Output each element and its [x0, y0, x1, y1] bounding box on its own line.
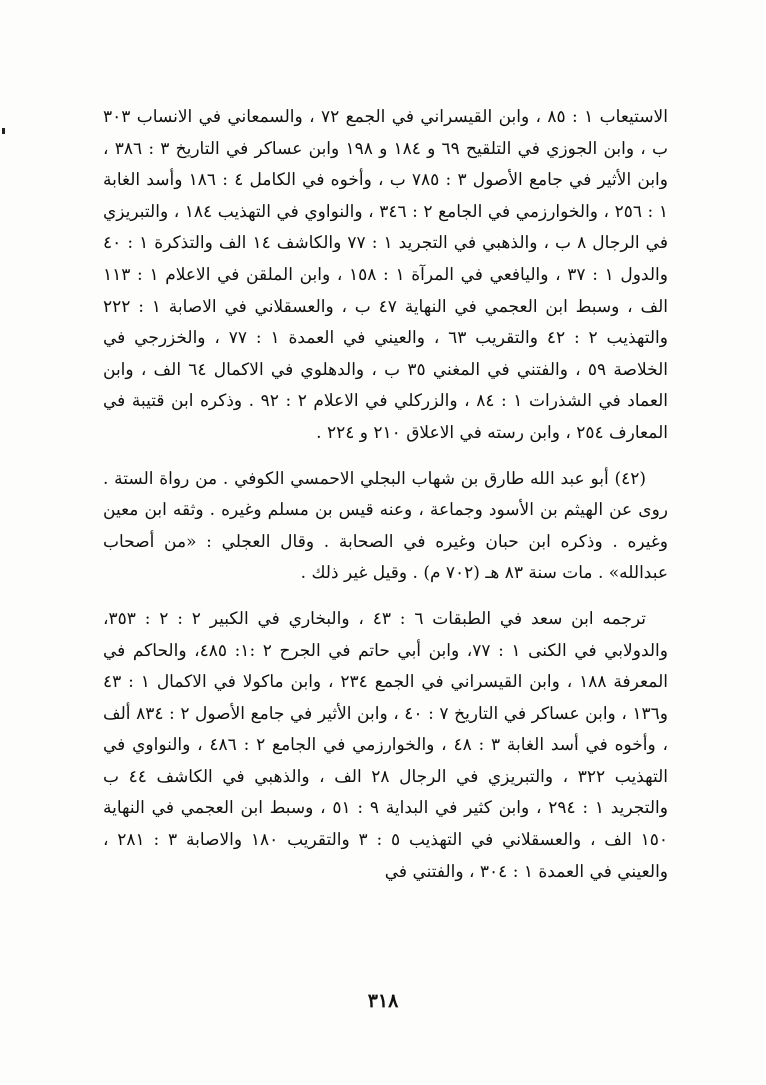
paragraph-sources: ترجمه ابن سعد في الطبقات ٦ : ٤٣ ، والبخاري في الكبير ٢ : ٢ : ٣٥٣، والدولابي في الكنى ١ : ٧٧، وابن أبي حاتم في الجرح ٢ :١: ٤٨٥، والحاكم في المعرفة ١٨٨ ، وابن القيسراني في الجمع ٢٣٤ ، وابن ماكولا في الاكمال ١ : ٤٣ و١٣٦ ، وابن عساكر في التاريخ ٧ : ٤٠ ، وابن الأثير في جامع الأصول ٢ : ٨٣٤ ألف ، وأخوه في أسد الغابة ٣ : ٤٨ ، والخوارزمي في الجامع ٢ : ٤٨٦ ، والنواوي في التهذيب ٣٢٢ ، والتبريزي في الرجال ٢٨ الف ، والذهبي في الكاشف ٤٤ ب والتجريد ١ : ٢٩٤ ، وابن كثير في البداية ٩ : ٥١ ، وسبط ابن العجمي في النهاية ١٥٠ الف ، والعسقلاني في التهذيب ٥ : ٣ والتقريب ١٨٠ والاصابة ٣ : ٢٨١ ، والعيني في العمدة ١ : ٣٠٤ ، والفتني في [103, 608, 669, 882]
paragraph-biography-entry: (٤٢) أبو عبد الله طارق بن شهاب البجلي الاحمسي الكوفي . من رواة الستة . روى عن الهيثم بن الأسود وجماعة ، وعنه قيس بن مسلم وغيره . وثقه ابن معين وغيره . وذكره ابن حبان وغيره في الصحابة . وقال العجلي : «من أصحاب عبدالله» . مات سنة ٨٣ هـ (٧٠٢ م) . وقيل غير ذلك . [103, 468, 668, 584]
page-number: ٣١٨ [367, 990, 399, 1012]
margin-mark [2, 128, 5, 134]
paragraph-sources-continued: الاستيعاب ١ : ٨٥ ، وابن القيسراني في الجمع ٧٢ ، والسمعاني في الانساب ٣٠٣ ب ، وابن الجوزي في التلقيح ٦٩ و ١٨٤ و ١٩٨ وابن عساكر في التاريخ ٣ : ٣٨٦ ، وابن الأثير في جامع الأصول ٣ : ٧٨٥ ب ، وأخوه في الكامل ٤ : ١٨٦ وأسد الغابة ١ : ٢٥٦ ، والخوارزمي في الجامع ٢ : ٣٤٦ ، والنواوي في التهذيب ١٨٤ ، والتبريزي في الرجال ٨ ب ، والذهبي في التجريد ١ : ٧٧ والكاشف ١٤ الف والتذكرة ١ : ٤٠ والدول ١ : ٣٧ ، واليافعي في المرآة ١ : ١٥٨ ، وابن الملقن في الاعلام ١ : ١١٣ الف ، وسبط ابن العجمي في النهاية ٤٧ ب ، والعسقلاني في الاصابة ١ : ٢٢٢ والتهذيب ٢ : ٤٢ والتقريب ٦٣ ، والعيني في العمدة ١ : ٧٧ ، والخزرجي في الخلاصة ٥٩ ، والفتني في المغني ٣٥ ب ، والدهلوي في الاكمال ٦٤ الف ، وابن العماد في الشذرات ١ : ٨٤ ، والزركلي في الاعلام ٢ : ٩٢ . وذكره ابن قتيبة في المعارف ٢٥٤ ، وابن رسته في الاعلاق ٢١٠ و ٢٢٤ . [103, 107, 668, 443]
page-body [103, 102, 668, 888]
